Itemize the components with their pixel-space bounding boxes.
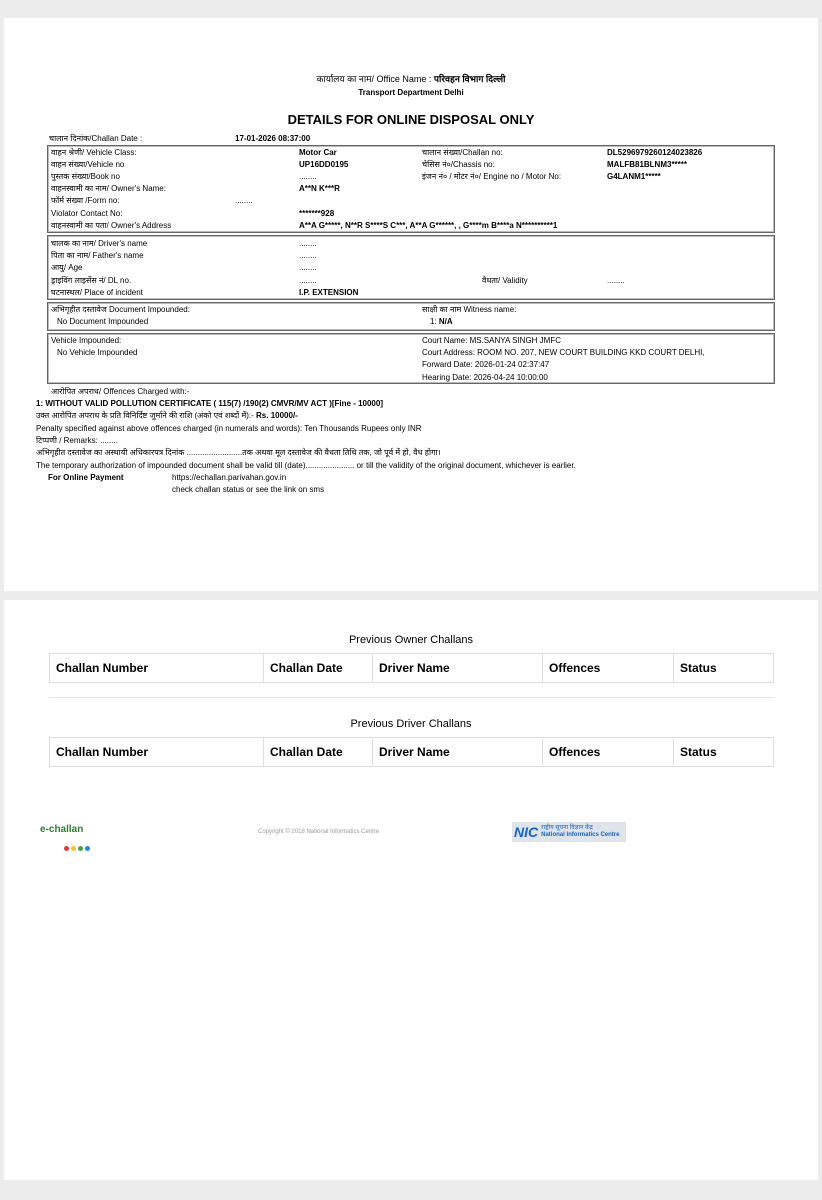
- age-value: ........: [299, 263, 317, 272]
- column-header: Status: [680, 745, 717, 759]
- chassis-label: चेसिस नं०/Chassis no:: [422, 160, 495, 169]
- chassis-value: MALFB81BLNM3*****: [607, 160, 688, 169]
- vehicle-class-value: Motor Car: [299, 148, 337, 157]
- father-name-value: ........: [299, 251, 317, 260]
- logo-dot: [64, 846, 69, 851]
- witness-value: N/A: [438, 317, 453, 326]
- vehicle-no-value: UP16DD0195: [299, 160, 349, 169]
- dl-no-value: ........: [299, 276, 317, 285]
- offences-label: आरोपित अपराध/ Offences Charged with:-: [51, 387, 190, 396]
- online-payment-label: For Online Payment: [48, 473, 124, 482]
- page-title: DETAILS FOR ONLINE DISPOSAL ONLY: [287, 112, 535, 127]
- office-name: [4, 74, 818, 85]
- column-header: Driver Name: [373, 654, 543, 682]
- department-name: Transport Department Delhi: [358, 88, 464, 97]
- temp-authorization-hindi: अभिगृहीत दस्तावेज का अस्थायी अधिकारपत्र दिनांक .........................तक अथवा मूल दस्तावेज की वैधता तिथि तक, जो पूर्व में हो, वैध होगा।: [36, 448, 441, 457]
- temp-authorization-english: The temporary authorization of impounded document shall be valid till (date)...................... or till the validity of the original document, whichever is earlier.: [36, 461, 576, 470]
- owner-address-value: A**A G*****, N**R S****S C***, A**A G******, , G****m B****a N**********1: [299, 221, 558, 230]
- echallan-logo-text: e-challan: [40, 824, 84, 835]
- place-label: घटनास्थल/ Place of incident: [51, 288, 143, 297]
- column-header: Challan Number: [50, 738, 264, 766]
- penalty-english: Penalty specified against above offences charged (in numerals and words): Ten Thousands Rupees only INR: [36, 424, 422, 433]
- nic-logo-english: National Informatics Centre: [541, 832, 620, 838]
- form-no-value: ........: [235, 196, 253, 205]
- contact-no-label: Violator Contact No:: [51, 209, 123, 218]
- nic-logo-hindi: राष्ट्रीय सूचना विज्ञान केंद्र: [541, 825, 593, 831]
- owner-name-label: वाहनस्वामी का नाम/ Owner's Name:: [51, 184, 166, 193]
- challan-no-value: DL5296979260124023826: [607, 148, 703, 157]
- office-name-value: परिवहन विभाग दिल्ली: [433, 74, 506, 84]
- nic-logo: [512, 822, 626, 842]
- echallan-logo-dots: [64, 838, 92, 856]
- driver-challans-table: [49, 737, 774, 767]
- document-impounded-label: अभिगृहीत दस्तावेज Document Impounded:: [51, 305, 190, 314]
- book-no-value: ........: [299, 172, 317, 181]
- echallan-logo: [40, 824, 92, 856]
- hearing-date: Hearing Date: 2026-04-24 10:00:00: [422, 373, 548, 382]
- owner-challans-table: [49, 653, 774, 683]
- remarks: टिप्पणी / Remarks: ........: [36, 436, 118, 445]
- forward-date: Forward Date: 2026-01-24 02:37:47: [422, 360, 550, 369]
- vehicle-no-label: वाहन संख्या/Vehicle no: [51, 160, 125, 169]
- court-name: Court Name: MS.SANYA SINGH JMFC: [422, 336, 561, 345]
- court-address: Court Address: ROOM NO. 207, NEW COURT BUILDING KKD COURT DELHI,: [422, 348, 705, 357]
- vehicle-class-label: वाहन श्रेणी/ Vehicle Class:: [51, 148, 137, 157]
- column-header: Driver Name: [373, 738, 543, 766]
- owner-challans-title: Previous Owner Challans: [348, 634, 474, 646]
- challan-date-value: 17-01-2026 08:37:00: [235, 134, 311, 143]
- penalty-hindi: [36, 411, 298, 421]
- challan-no-label: चालान संख्या/Challan no:: [422, 148, 503, 157]
- section-divider: [49, 697, 774, 698]
- column-header: Offences: [543, 738, 674, 766]
- witness-entry: [430, 317, 453, 327]
- age-label: आयु/ Age: [51, 263, 83, 272]
- owner-address-label: वाहनस्वामी का पता/ Owner's Address: [51, 221, 172, 230]
- challan-page: [4, 18, 818, 591]
- penalty-amount: Rs. 10000/-: [256, 411, 298, 420]
- father-name-label: पिता का नाम/ Father's name: [51, 251, 144, 260]
- engine-no-label: इंजन नं० / मोटर नं०/ Engine no / Motor No:: [422, 172, 562, 181]
- nic-logo-text: [541, 825, 619, 839]
- penalty-hindi-label: उक्त आरोपित अपराध के प्रति विनिर्दिष्ट जुर्माने की राशि (अंको एवं शब्दों में):-: [36, 411, 254, 420]
- column-header: Challan Number: [50, 654, 264, 682]
- copyright: Copyright © 2018 National Informatics Centre: [258, 829, 380, 835]
- driver-details-box: [47, 235, 775, 300]
- witness-label: साक्षी का नाम Witness name:: [422, 305, 517, 314]
- dl-no-label: ड्राइविंग लाइसेंस नं/ DL no.: [51, 276, 132, 285]
- validity-value: ........: [607, 276, 625, 285]
- witness-number: 1:: [430, 317, 437, 326]
- column-header: Challan Date: [264, 654, 373, 682]
- office-name-label: कार्यालय का नाम/ Office Name :: [316, 74, 432, 84]
- column-header: Offences: [543, 654, 674, 682]
- engine-no-value: G4LANM1*****: [607, 172, 661, 181]
- online-payment-link[interactable]: https://echallan.parivahan.gov.in: [172, 473, 287, 482]
- document-impounded-value: No Document Impounded: [57, 317, 149, 326]
- previous-challans-page: [4, 600, 818, 1180]
- offence-item: 1: WITHOUT VALID POLLUTION CERTIFICATE ( 115(7) /190(2) CMVR/MV ACT )[Fine - 10000]: [36, 399, 383, 408]
- book-no-label: पुस्तक संख्या/Book no: [51, 172, 120, 181]
- logo-dot: [85, 846, 90, 851]
- column-header: Status: [680, 661, 717, 675]
- validity-label: वैधता/ Validity: [482, 276, 528, 285]
- court-box: [47, 333, 775, 384]
- nic-logo-abbr: NIC: [514, 824, 539, 840]
- vehicle-impounded-value: No Vehicle Impounded: [57, 348, 138, 357]
- form-no-label: फॉर्म संख्या /Form no:: [51, 196, 120, 205]
- column-header: Challan Date: [264, 738, 373, 766]
- driver-name-label: चालक का नाम/ Driver's name: [51, 239, 148, 248]
- online-payment-note: check challan status or see the link on sms: [172, 485, 325, 494]
- challan-date-label: चालान दिनांक/Challan Date :: [49, 134, 143, 143]
- driver-challans-title: Previous Driver Challans: [350, 718, 472, 730]
- place-value: I.P. EXTENSION: [299, 288, 359, 297]
- driver-name-value: ........: [299, 239, 317, 248]
- vehicle-impounded-label: Vehicle Impounded:: [51, 336, 122, 345]
- contact-no-value: *******928: [299, 209, 335, 218]
- logo-dot: [78, 846, 83, 851]
- owner-name-value: A**N K***R: [299, 184, 340, 193]
- logo-dot: [71, 846, 76, 851]
